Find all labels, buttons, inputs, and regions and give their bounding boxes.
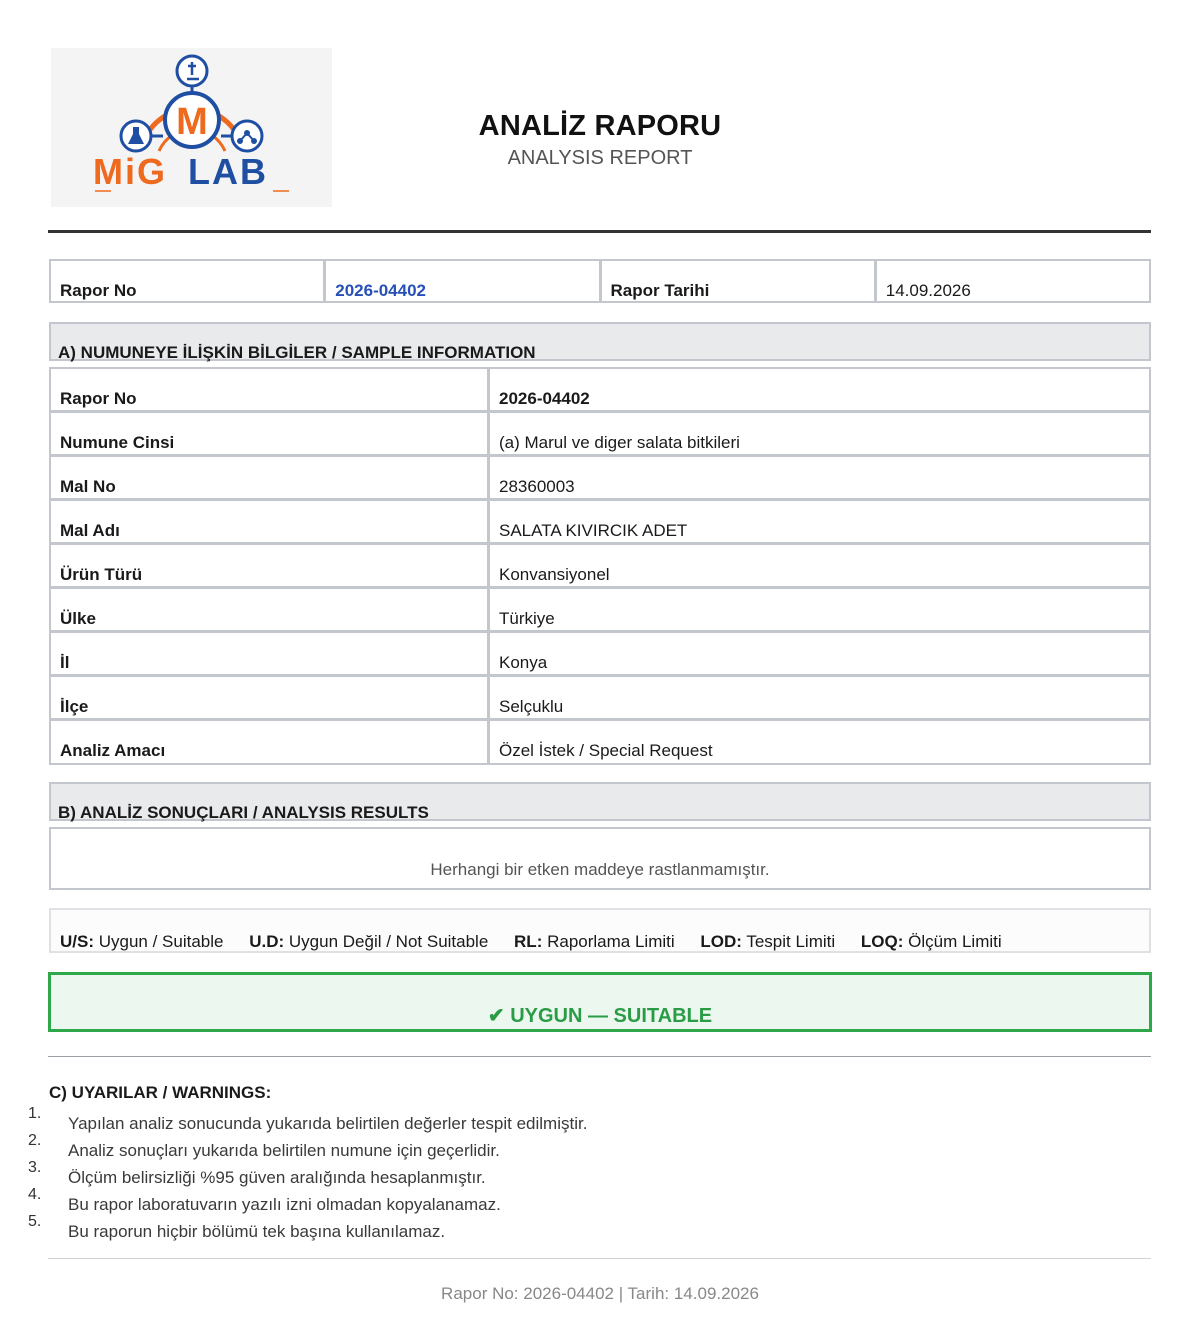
table-row (51, 721, 1149, 763)
report-no-value: 2026-04402 (326, 261, 601, 301)
report-date-value: 14.09.2026 (885, 281, 971, 300)
legend-text: Ölçüm Limiti (908, 932, 1002, 951)
list-text: Bu raporun hiçbir bölümü tek başına kullanılamaz. (68, 1222, 446, 1241)
legend-text: Tespit Limiti (746, 932, 836, 951)
row-value: 28360003 (499, 477, 575, 496)
row-label: İl (51, 633, 490, 674)
table-row (51, 633, 1149, 677)
list-item (28, 1186, 928, 1213)
legend-text: Uygun Değil / Not Suitable (288, 932, 489, 951)
table-row (51, 369, 1149, 413)
legend-item (514, 932, 675, 951)
legend-item (249, 932, 488, 951)
list-number: 2. (28, 1132, 42, 1149)
page-footer: Rapor No: 2026-04402 | Tarih: 14.09.2026 (441, 1284, 759, 1303)
list-text: Ölçüm belirsizliği %95 güven aralığında hesaplanmıştır. (68, 1168, 486, 1187)
table-row (51, 677, 1149, 721)
svg-text:LAB: LAB (188, 151, 268, 192)
row-value: Türkiye (499, 609, 555, 628)
report-meta-table (49, 259, 1151, 303)
legend-abbr: U.D: (249, 932, 285, 951)
list-number: 1. (28, 1105, 42, 1122)
footer-divider (48, 1258, 1151, 1259)
legend-abbr: U/S: (60, 932, 94, 951)
report-subtitle: ANALYSIS REPORT (507, 147, 693, 169)
row-value: Özel İstek / Special Request (499, 741, 713, 760)
section-divider (48, 1056, 1151, 1057)
row-value: SALATA KIVIRCIK ADET (499, 521, 688, 540)
sample-info-table (49, 367, 1151, 765)
table-row (51, 457, 1149, 501)
report-no-label: Rapor No (51, 261, 326, 301)
list-number: 5. (28, 1213, 42, 1230)
legend-item (861, 932, 1002, 951)
list-text: Analiz sonuçları yukarıda belirtilen numune için geçerlidir. (68, 1141, 500, 1160)
table-row (51, 413, 1149, 457)
report-title-block (380, 110, 820, 170)
legend-text: Raporlama Limiti (547, 932, 675, 951)
legend-text: Uygun / Suitable (98, 932, 224, 951)
table-row (51, 545, 1149, 589)
row-value: Selçuklu (499, 697, 564, 716)
row-label: Mal Adı (51, 501, 490, 542)
list-item (28, 1159, 928, 1186)
svg-text:M: M (176, 101, 208, 143)
abbreviation-legend (49, 908, 1151, 953)
legend-item (60, 932, 223, 951)
row-label: İlçe (51, 677, 490, 718)
legend-item (700, 932, 835, 951)
list-item (28, 1213, 928, 1240)
row-label: Rapor No (51, 369, 490, 410)
row-label: Analiz Amacı (51, 721, 490, 763)
table-row (51, 589, 1149, 633)
legend-abbr: RL: (514, 932, 543, 951)
report-date-label: Rapor Tarihi (602, 261, 877, 301)
table-row (51, 501, 1149, 545)
analysis-result-message: Herhangi bir etken maddeye rastlanmamıştır. (49, 827, 1151, 890)
list-number: 4. (28, 1186, 42, 1203)
legend-abbr: LOQ: (860, 932, 904, 951)
row-value: (a) Marul ve diger salata bitkileri (499, 433, 740, 452)
list-text: Yapılan analiz sonucunda yukarıda belirtilen değerler tespit edilmiştir. (68, 1114, 588, 1133)
list-item (28, 1132, 928, 1159)
list-item (28, 1105, 928, 1132)
svg-text:MiG: MiG (93, 151, 167, 192)
sample-info-heading: A) NUMUNEYE İLİŞKİN BİLGİLER / SAMPLE INFORMATION (49, 322, 1151, 361)
list-text: Bu rapor laboratuvarın yazılı izni olmadan kopyalanamaz. (68, 1195, 501, 1214)
row-value: 2026-04402 (499, 389, 590, 408)
warnings-heading: C) UYARILAR / WARNINGS: (49, 1083, 272, 1102)
suitability-verdict-badge: ✔ UYGUN — SUITABLE (48, 972, 1152, 1032)
row-value: Konvansiyonel (499, 565, 610, 584)
warnings-list (28, 1105, 928, 1240)
legend-abbr: LOD: (700, 932, 742, 951)
analysis-results-heading: B) ANALİZ SONUÇLARI / ANALYSIS RESULTS (49, 782, 1151, 821)
row-label: Ülke (51, 589, 490, 630)
report-title: ANALİZ RAPORU (478, 110, 722, 142)
row-value: Konya (499, 653, 548, 672)
company-logo (51, 48, 332, 207)
row-label: Ürün Türü (51, 545, 490, 586)
row-label: Mal No (51, 457, 490, 498)
row-label: Numune Cinsi (51, 413, 490, 454)
list-number: 3. (28, 1159, 42, 1176)
miglab-logo-graphic (51, 48, 332, 207)
header-divider (48, 230, 1151, 233)
